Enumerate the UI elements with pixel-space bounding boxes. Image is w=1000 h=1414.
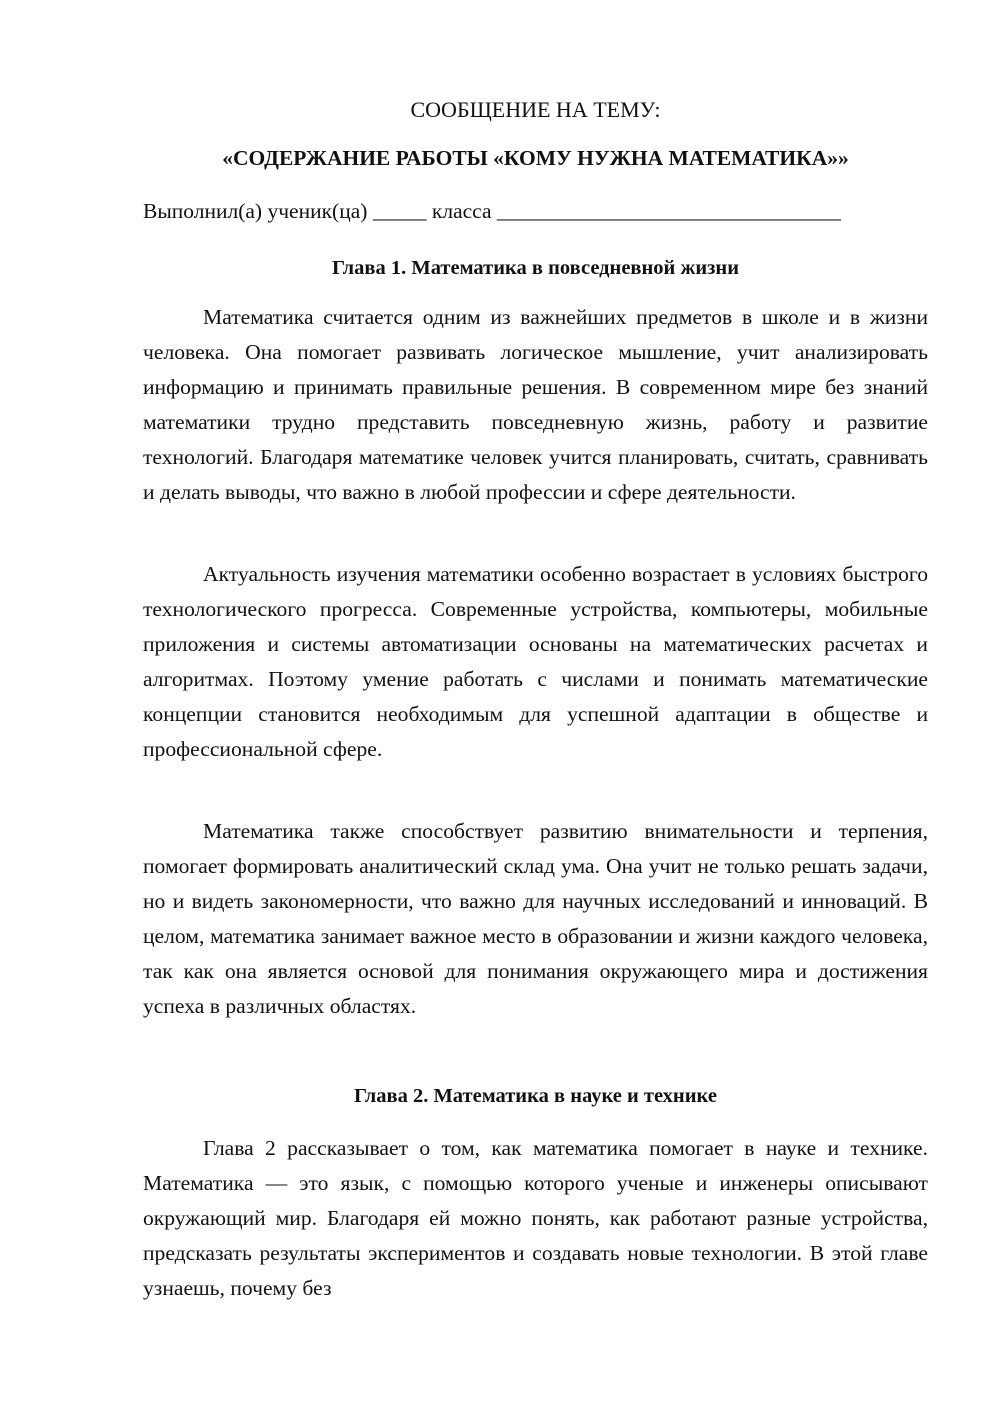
chapter1-heading: Глава 1. Математика в повседневной жизни — [331, 257, 740, 279]
chapter1-paragraph-3: Математика также способствует развитию внимательности и терпения, помогает формировать аналитический склад ума. Она учит не только решать задачи, но и видеть закономерности, что важно для научных исследований и инноваций. В целом, математика занимает важное место в образовании и жизни каждого человека, так как она является основой для понимания окружающего мира и достижения успеха в различных областях. — [143, 819, 928, 1018]
chapter1-paragraph-1: Математика считается одним из важнейших предметов в школе и в жизни человека. Она помогает развивать логическое мышление, учит анализировать информацию и принимать правильные решения. В современном мире без знаний математики трудно представить повседневную жизнь, работу и развитие технологий. Благодаря математике человек учится планировать, считать, сравнивать и делать выводы, что важно в любой профессии и сфере деятельности. — [143, 305, 928, 504]
chapter2-heading: Глава 2. Математика в науке и технике — [354, 1085, 717, 1107]
document-title-line2: «СОДЕРЖАНИЕ РАБОТЫ «КОМУ НУЖНА МАТЕМАТИКА»» — [222, 146, 849, 170]
chapter2-paragraph-1: Глава 2 рассказывает о том, как математика помогает в науке и технике. Математика — это язык, с помощью которого ученые и инженеры описывают окружающий мир. Благодаря ей можно понять, как работают разные устройства, предсказать результаты экспериментов и создавать новые технологии. В этой главе узнаешь, почему без — [143, 1136, 928, 1300]
chapter1-paragraph-2: Актуальность изучения математики особенно возрастает в условиях быстрого технологического прогресса. Современные устройства, компьютеры, мобильные приложения и системы автоматизации основаны на математических расчетах и алгоритмах. Поэтому умение работать с числами и понимать математические концепции становится необходимым для успешной адаптации в обществе и профессиональной сфере. — [143, 562, 928, 761]
author-line: Выполнил(а) ученик(ца) _____ класса ________________________________ — [143, 199, 841, 223]
document-title-line1: СООБЩЕНИЕ НА ТЕМУ: — [410, 97, 661, 122]
